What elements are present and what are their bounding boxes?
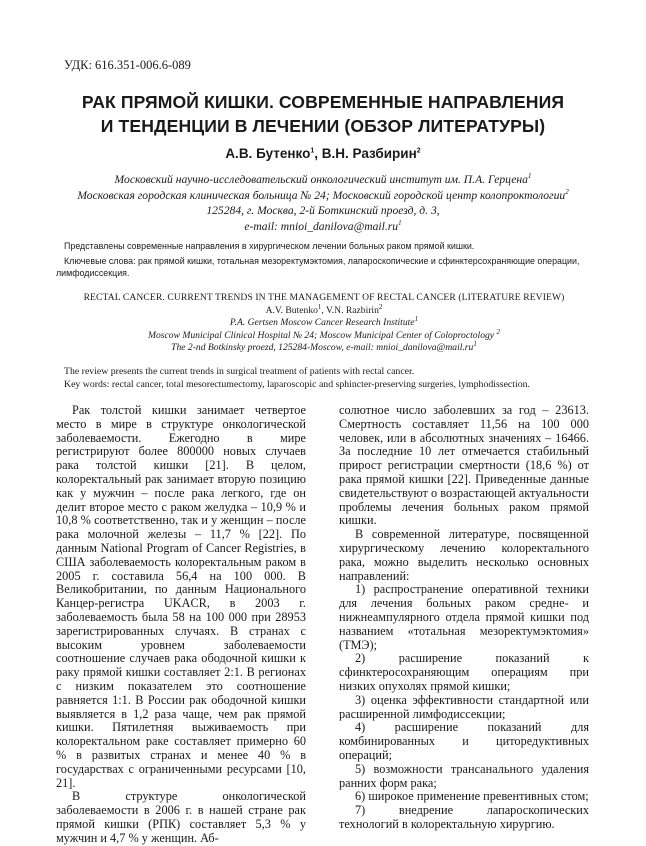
- english-author-1-sup: 1: [317, 302, 322, 311]
- list-item: 1) распространение оперативной техники для лечения больных раком средне- и нижнеампулярного отдела прямой кишки под названием «тотальная мезоректумэктомия» (ТМЭ);: [339, 582, 589, 652]
- abstract-ru-summary: Представлены современные направления в хирургическом лечении больных раком прямой кишки.: [64, 241, 475, 251]
- author-2-sup: 2: [416, 147, 421, 155]
- english-aff2-text: Moscow Municipal Clinical Hospital № 24; Moscow Municipal Center of Coloproctology: [148, 329, 497, 341]
- list-item: 3) оценка эффективности стандартной или расширенной лимфодиссекции;: [339, 692, 589, 721]
- english-author-2: , V.N. Razbirin: [321, 304, 379, 316]
- abstract-en-summary: The review presents the current trends in surgical treatment of patients with rectal cancer.: [64, 366, 415, 377]
- english-affiliation-1: [56, 317, 592, 330]
- title-line-2: И ТЕНДЕНЦИИ В ЛЕЧЕНИИ (ОБЗОР ЛИТЕРАТУРЫ): [100, 116, 546, 136]
- article-title: [60, 90, 586, 138]
- affiliation-sup-email: 1: [398, 218, 402, 227]
- english-affiliation-3: [56, 342, 592, 355]
- title-line-1: РАК ПРЯМОЙ КИШКИ. СОВРЕМЕННЫЕ НАПРАВЛЕНИЯ: [81, 92, 565, 112]
- english-header: [56, 292, 592, 355]
- english-authors: [56, 302, 592, 318]
- english-aff3-text: The 2-nd Botkinsky proezd, 125284-Moscow, e-mail: mnioi_danilova@mail.ru: [171, 342, 474, 354]
- body-paragraph: солютное число заболевших за год – 23613. Смертность составляет 11,56 на 100 000 человек, или в абсолютных значениях – 16466. За последние 10 лет отмечается стабильный прирост регистрации смертности (18,6 %) от рака прямой кишки [22]. Приведенные данные свидетельствуют о возрастающей актуальности проблемы лечения больных раком прямой кишки.: [339, 403, 589, 528]
- english-aff1-text: P.A. Gertsen Moscow Cancer Research Institute: [229, 317, 415, 329]
- english-aff1-sup: 1: [414, 315, 419, 323]
- list-item: 2) расширение показаний к сфинктеросохраняющим операциям при низких опухолях прямой кишки;: [339, 651, 589, 693]
- list-item: 6) широкое применение превентивных стом;: [355, 789, 589, 804]
- author-1: А.В. Бутенко: [225, 146, 311, 161]
- english-aff3-sup: 1: [473, 340, 477, 349]
- affiliation-email: e-mail: mnioi_danilova@mail.ru: [244, 219, 399, 233]
- affiliation-line-1: Московский научно-исследовательский онкологический институт им. П.А. Герцена: [114, 173, 528, 186]
- affiliation-sup-1: 1: [527, 172, 532, 181]
- abstract-ru: [56, 240, 592, 282]
- author-2: В.Н. Разбирин: [321, 146, 417, 161]
- body-column-right: [339, 404, 589, 832]
- abstract-ru-keywords: Ключевые слова: рак прямой кишки, тотальная мезоректумэктомия, лапароскопические и сфинктерсохраняющие операции, лимфодиссекция.: [56, 255, 580, 279]
- udk-code: УДК: 616.351-006.6-089: [64, 58, 191, 72]
- abstract-en: [56, 366, 592, 391]
- affiliations-ru: [40, 172, 606, 234]
- affiliation-sup-2: 2: [565, 187, 569, 196]
- author-1-sup: 1: [310, 147, 315, 155]
- author-sep: ,: [314, 146, 322, 161]
- english-author-2-sup: 2: [378, 302, 383, 311]
- affiliation-line-2: Московская городская клиническая больница № 24; Московский городской центр колопроктологии: [77, 188, 566, 202]
- body-paragraph: В современной литературе, посвященной хирургическому лечению колоректального рака, можно выделить несколько основных направлений:: [339, 527, 589, 583]
- english-affiliation-2: [56, 327, 592, 343]
- body-paragraph: Рак толстой кишки занимает четвертое место в мире в структуре онкологической заболеваемости. Ежегодно в мире регистрируют более 800000 новых случаев рака толстой кишки [21]. В целом, колоректальный рак занимает вторую позицию как у мужчин – после рака легкого, где он делит второе место с раком желудка – 10,9 % и 10,8 % соответственно, так и у женщин – после рака молочной железы – 11,7 % [22]. По данным National Program of Cancer Registries, в США заболеваемость колоректальным раком в 2005 г. составила 56,4 на 100 000. В Великобритании, по данным Национального Канцер-регистра UKACR, в 2003 г. заболеваемость была 58 на 100 000 при 28953 зарегистрированных случаях. В странах с высоким уровнем заболеваемости соотношение случаев рака ободочной кишки к раку прямой кишки составляет 2:1. В регионах с низким показателем это соотношение равняется 1:1. В России рак ободочной кишки выявляется в 1,2 раза чаще, чем рак прямой кишки. Пятилетняя выживаемость при колоректальном раке составляет примерно 60 % в развитых странах и менее 40 % в государствах с ограниченными ресурсами [10, 21].: [56, 403, 306, 790]
- body-column-left: [56, 404, 306, 846]
- affiliation-line-3: 125284, г. Москва, 2-й Боткинский проезд, д. 3,: [206, 204, 440, 217]
- english-author-1: A.V. Butenko: [265, 304, 318, 316]
- list-item: 7) внедрение лапароскопических технологий в колоректальную хирургию.: [339, 803, 589, 831]
- english-title: RECTAL CANCER. CURRENT TRENDS IN THE MANAGEMENT OF RECTAL CANCER (LITERATURE REVIEW): [83, 292, 565, 303]
- english-aff2-sup: 2: [496, 327, 500, 336]
- list-item: 4) расширение показаний для комбинированных и циторедуктивных операций;: [339, 720, 589, 762]
- abstract-en-keywords: Key words: rectal cancer, total mesorectumectomy, laparoscopic and sphincter-preserving surgeries, lymphodissection.: [64, 378, 530, 390]
- body-paragraph: В структуре онкологической заболеваемости в 2006 г. в нашей стране рак прямой кишки (РПК) составляет 5,3 % у мужчин и 4,7 % у женщин. Аб-: [56, 789, 306, 845]
- list-item: 5) возможности трансанального удаления ранних форм рака;: [339, 761, 589, 790]
- authors: [60, 146, 586, 161]
